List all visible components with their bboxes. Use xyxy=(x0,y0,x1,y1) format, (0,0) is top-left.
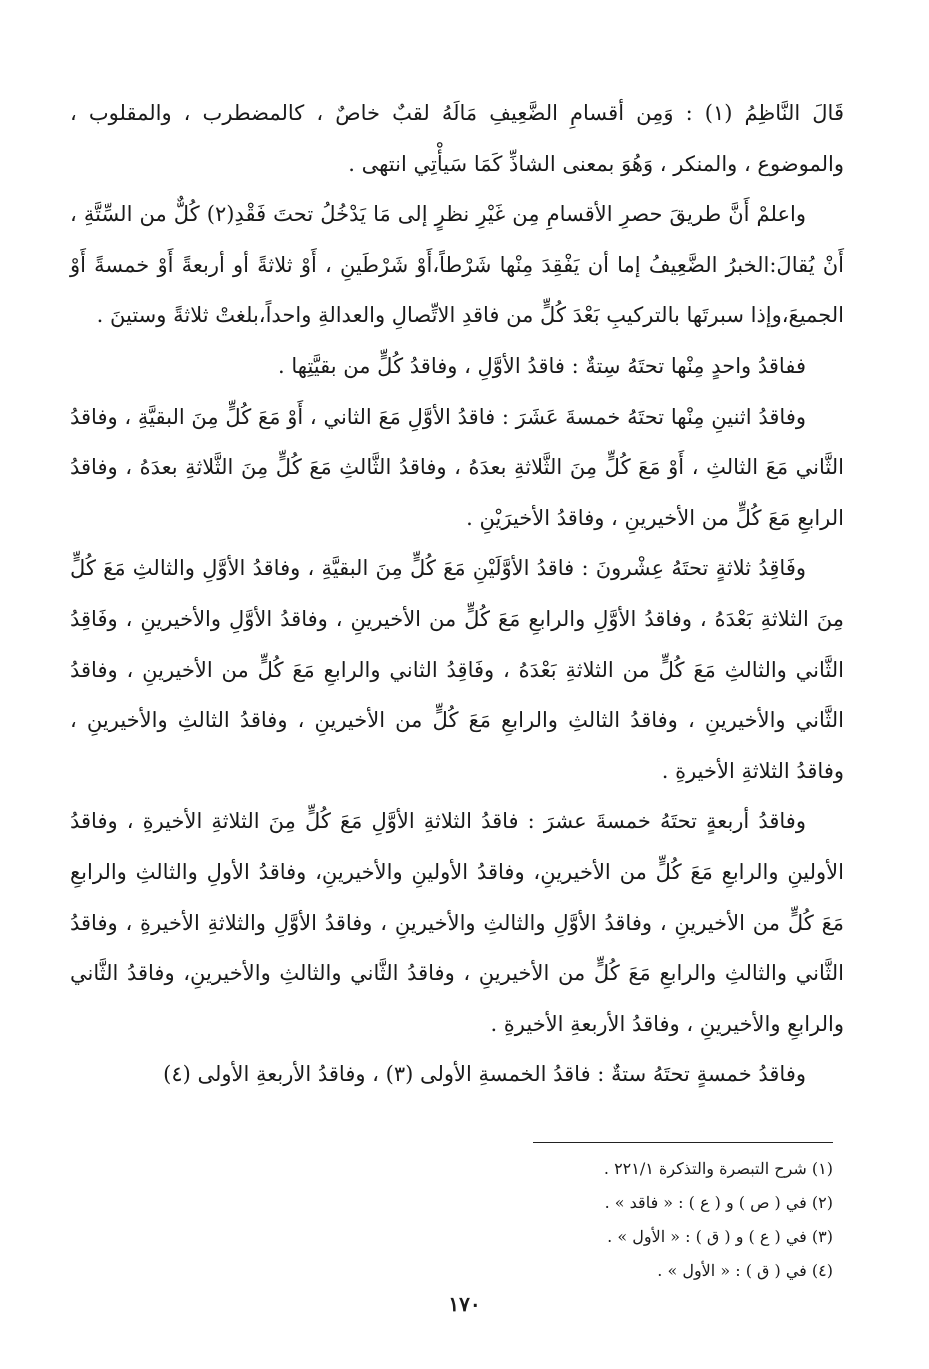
paragraph-1: قَالَ النَّاظِمُ (١) : وَمِن أقسامِ الضَّعِيفِ مَالَهُ لقبٌ خاصٌ ، كالمضطرب ، والمقلوب ، والموضوع ، والمنكر ، وَهُوَ بمعنى الشاذِّ كَمَا سَيأْتِي انتهى . xyxy=(70,101,844,176)
footnote-3: (٣) في ( ع ) و ( ق ) : « الأول » . xyxy=(607,1227,833,1246)
page-number: ١٧٠ xyxy=(448,1292,481,1316)
paragraph-2: واعلمْ أَنَّ طريقَ حصرِ الأقسامِ مِن غَيْرِ نظرٍ إلى مَا يَدْخُلُ تحتَ فَقْدِ(٢) كُلٌّ من السِّتَّةِ ، أَنْ يُقالَ:الخبرُ الضَّعِيفُ إما أن يَفْقِدَ مِنْها شَرْطاً،أَوْ شَرْطَينِ ، أَوْ ثلاثةً أو أربعةً أَوْ خمسةً أَوْ الجميعَ،وإذا سبرتَها بالتركيبِ بَعْدَ كُلٍّ من فاقدِ الاتِّصالِ والعدالةِ واحداً،بلغتْ ثلاثةً وستينَ . xyxy=(70,202,844,328)
footnote-divider xyxy=(533,1142,833,1143)
paragraph-7: وفاقدُ خمسةٍ تحتَهُ ستةٌ : فاقدُ الخمسةِ الأولى (٣) ، وفاقدُ الأربعةِ الأولى (٤) xyxy=(163,1062,806,1087)
paragraph-3: ففاقدُ واحدٍ مِنْها تحتَهُ سِتةٌ : فاقدُ الأوَّلِ ، وفاقدُ كُلٍّ من بقيَّتِها . xyxy=(278,353,806,378)
footnote-2: (٢) في ( ص ) و ( ع ) : « فاقد » . xyxy=(604,1193,833,1212)
paragraph-5: وفَاقِدُ ثلاثةٍ تحتَهُ عِشْرونَ : فاقدُ الأوَّلَيْنِ مَعَ كُلٍّ مِنَ البقيَّةِ ، وفاقدُ الأوَّلِ والثالثِ مَعَ كُلٍّ مِنَ الثلاثةِ بَعْدَهُ ، وفاقدُ الأوَّلِ والرابعِ مَعَ كُلٍّ من الأخيرينِ ، وفاقدُ الأوَّلِ والأخيرينِ ، وفَاقِدُ الثَّاني والثالثِ مَعَ كُلٍّ من الثلاثةِ بَعْدَهُ ، وفَاقِدُ الثاني والرابعِ مَعَ كُلٍّ من الأخيرينِ ، وفاقدُ الثَّاني والأخيرينِ ، وفاقدُ الثالثِ والرابعِ مَعَ كُلٍّ من الأخيرينِ ، وفاقدُ الثالثِ والأخيرينِ ، وفاقدُ الثلاثةِ الأخيرةِ . xyxy=(70,556,844,783)
paragraph-4: وفاقدُ اثنينِ مِنْها تحتَهُ خمسةَ عَشَرَ : فاقدُ الأوَّلِ مَعَ الثاني ، أَوْ مَعَ كُلٍّ مِنَ البقيَّةِ ، وفاقدُ الثَّاني مَعَ الثالثِ ، أَوْ مَعَ كُلٍّ مِنَ الثَّلاثةِ بعدَهُ ، وفاقدُ الثَّالثِ مَعَ كُلٍّ مِنَ الثَّلاثةِ بعدَهُ ، وفاقدُ الرابعِ مَعَ كُلٍّ من الأخيرينِ ، وفاقدُ الأخيرَيْنِ . xyxy=(70,404,844,530)
footnotes xyxy=(300,1152,833,1288)
footnote-4: (٤) في ( ق ) : « الأول » . xyxy=(657,1261,833,1280)
main-text xyxy=(70,88,844,1100)
footnote-1: (١) شرح التبصرة والتذكرة ٢٢١/١ . xyxy=(603,1159,833,1178)
paragraph-6: وفاقدُ أربعةٍ تحتَهُ خمسةَ عشرَ : فاقدُ الثلاثةِ الأوَّلِ مَعَ كُلٍّ مِنَ الثلاثةِ الأخيرةِ ، وفاقدُ الأولينِ والرابعِ مَعَ كُلٍّ من الأخيرينِ، وفاقدُ الأولينِ والأخيرينِ، وفاقدُ الأولِ والثالثِ والرابعِ مَعَ كُلٍّ من الأخيرينِ ، وفاقدُ الأوَّلِ والثالثِ والأخيرينِ ، وفاقدُ الأوَّلِ والثلاثةِ الأخيرةِ ، وفاقدُ الثَّاني والثالثِ والرابعِ مَعَ كُلٍّ من الأخيرينِ ، وفاقدُ الثَّاني والثالثِ والأخيرينِ، وفاقدُ الثَّاني والرابعِ والأخيرينِ ، وفاقدُ الأربعةِ الأخيرةِ . xyxy=(70,809,844,1036)
